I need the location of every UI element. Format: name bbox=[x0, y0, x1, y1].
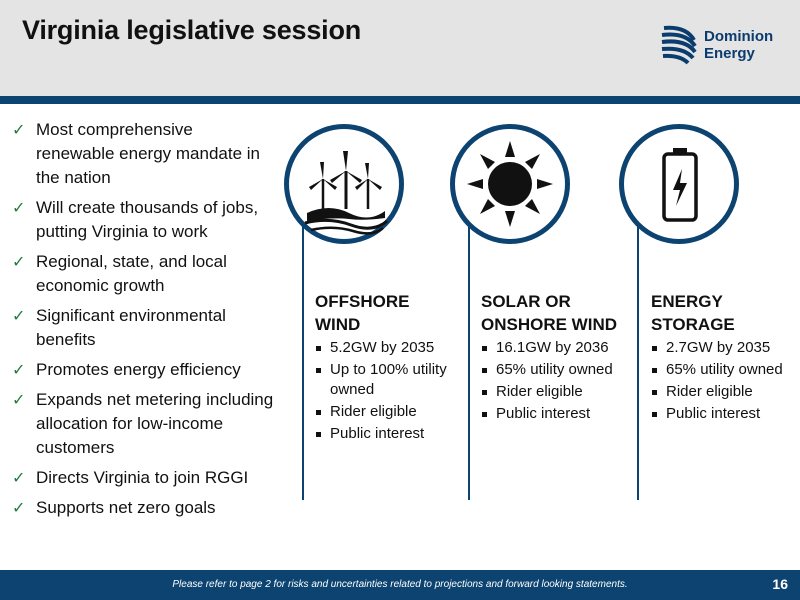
bullet-square-icon bbox=[652, 368, 657, 373]
bullet-text: 65% utility owned bbox=[666, 361, 783, 378]
bullet-square-icon bbox=[652, 412, 657, 417]
offshore-wind-column bbox=[315, 290, 465, 446]
checkmark-icon: ✓ bbox=[12, 252, 26, 271]
column-title-line-2: WIND bbox=[315, 315, 361, 334]
energy-storage-column bbox=[651, 290, 800, 426]
column-bullet-list bbox=[651, 338, 800, 424]
bullet-item bbox=[651, 404, 800, 424]
bullet-item bbox=[315, 338, 465, 358]
battery-icon bbox=[624, 129, 734, 239]
slide-title: Virginia legislative session bbox=[22, 15, 362, 45]
checklist-item-text: Significant environmental benefits bbox=[36, 306, 226, 349]
column-title-line-2: ONSHORE WIND bbox=[481, 315, 617, 334]
slide-header bbox=[0, 0, 800, 96]
bullet-square-icon bbox=[316, 368, 321, 373]
bullet-square-icon bbox=[482, 390, 487, 395]
bullet-text: Public interest bbox=[330, 425, 425, 442]
checklist-item-text: Expands net metering including allocation for low-income customers bbox=[36, 390, 274, 457]
dominion-energy-logo bbox=[660, 24, 790, 70]
bullet-square-icon bbox=[316, 432, 321, 437]
checkmark-icon: ✓ bbox=[12, 120, 26, 139]
column-title-line-1: SOLAR OR bbox=[481, 292, 571, 311]
benefits-checklist bbox=[10, 118, 275, 526]
logo-wordmark bbox=[704, 28, 773, 62]
column-bullet-list bbox=[315, 338, 465, 444]
checklist-item bbox=[10, 496, 275, 520]
storage-circle bbox=[619, 124, 739, 244]
checklist-item bbox=[10, 118, 275, 190]
checklist-item-text: Most comprehensive renewable energy mandate in the nation bbox=[36, 120, 260, 187]
bullet-text: 65% utility owned bbox=[496, 361, 613, 378]
checklist-item bbox=[10, 304, 275, 352]
column-bullet-list bbox=[481, 338, 631, 424]
bullet-square-icon bbox=[652, 346, 657, 351]
bullet-item bbox=[651, 338, 800, 358]
bullet-square-icon bbox=[316, 346, 321, 351]
bullet-square-icon bbox=[482, 346, 487, 351]
bullet-text: Public interest bbox=[496, 405, 591, 422]
checklist-item-text: Regional, state, and local economic growth bbox=[36, 252, 227, 295]
column-title-line-1: OFFSHORE bbox=[315, 292, 410, 311]
bullet-item bbox=[481, 404, 631, 424]
checkmark-icon: ✓ bbox=[12, 468, 26, 487]
solar-onshore-wind-column bbox=[481, 290, 631, 426]
logo-line-2: Energy bbox=[704, 45, 755, 62]
checkmark-icon: ✓ bbox=[12, 360, 26, 379]
logo-line-1: Dominion bbox=[704, 28, 774, 45]
dominion-logo-icon bbox=[660, 24, 698, 66]
checklist-item bbox=[10, 358, 275, 382]
bullet-item bbox=[481, 360, 631, 380]
checklist-item-text: Supports net zero goals bbox=[36, 498, 216, 517]
checkmark-icon: ✓ bbox=[12, 498, 26, 517]
bullet-item bbox=[315, 402, 465, 422]
bullet-text: Rider eligible bbox=[330, 403, 417, 420]
bullet-item bbox=[651, 382, 800, 402]
bullet-item bbox=[315, 360, 465, 400]
checklist-item bbox=[10, 466, 275, 490]
checklist-item bbox=[10, 250, 275, 298]
bullet-square-icon bbox=[482, 412, 487, 417]
header-divider-bar bbox=[0, 96, 800, 104]
checklist-item bbox=[10, 196, 275, 244]
bullet-text: Rider eligible bbox=[666, 383, 753, 400]
bullet-item bbox=[315, 424, 465, 444]
bullet-text: 16.1GW by 2036 bbox=[496, 339, 609, 356]
bullet-item bbox=[651, 360, 800, 380]
bullet-item bbox=[481, 338, 631, 358]
footer-disclaimer: Please refer to page 2 for risks and uncertainties related to projections and forward looking statements. bbox=[172, 579, 628, 590]
bullet-text: Up to 100% utility owned bbox=[330, 361, 447, 398]
bullet-square-icon bbox=[652, 390, 657, 395]
bullet-item bbox=[481, 382, 631, 402]
checklist-item bbox=[10, 388, 275, 460]
column-title-line-2: STORAGE bbox=[651, 315, 735, 334]
checklist-item-text: Promotes energy efficiency bbox=[36, 360, 241, 379]
offshore-wind-circle bbox=[284, 124, 404, 244]
checklist-item-text: Will create thousands of jobs, putting Virginia to work bbox=[36, 198, 259, 241]
checkmark-icon: ✓ bbox=[12, 390, 26, 409]
wind-turbine-icon bbox=[289, 129, 399, 239]
column-title bbox=[481, 290, 631, 336]
bullet-text: Rider eligible bbox=[496, 383, 583, 400]
checkmark-icon: ✓ bbox=[12, 198, 26, 217]
sun-icon bbox=[455, 129, 565, 239]
page-number: 16 bbox=[772, 576, 788, 592]
slide-footer bbox=[0, 570, 800, 600]
column-title bbox=[651, 290, 800, 336]
column-title bbox=[315, 290, 465, 336]
bullet-text: 5.2GW by 2035 bbox=[330, 339, 435, 356]
solar-circle bbox=[450, 124, 570, 244]
bullet-square-icon bbox=[482, 368, 487, 373]
checklist-item-text: Directs Virginia to join RGGI bbox=[36, 468, 249, 487]
checkmark-icon: ✓ bbox=[12, 306, 26, 325]
bullet-text: 2.7GW by 2035 bbox=[666, 339, 771, 356]
bullet-text: Public interest bbox=[666, 405, 761, 422]
column-title-line-1: ENERGY bbox=[651, 292, 723, 311]
bullet-square-icon bbox=[316, 410, 321, 415]
